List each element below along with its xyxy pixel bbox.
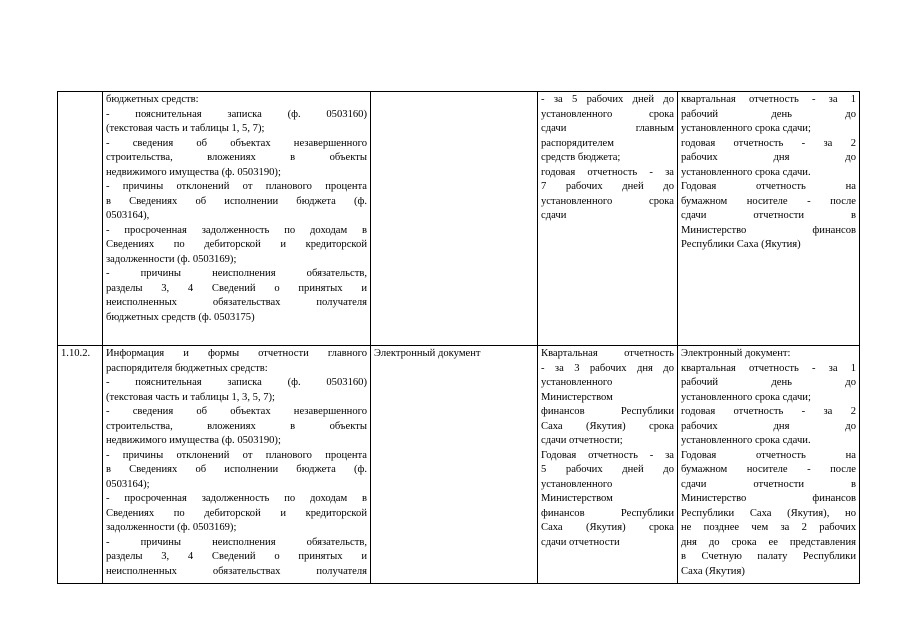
text-line: Саха (Якутия) [681,565,745,577]
text-line: годовая отчетность - за 2 [681,406,856,417]
text-line: в Сведениях об исполнении бюджета (ф. [106,195,367,207]
text-line: 0503164); [106,478,150,490]
text-line: установленного срока сдачи; [681,123,811,134]
text-line: недвижимого имущества (ф. 0503190); [106,435,281,446]
text-line: Министерство финансов [681,493,856,504]
text-line: - причины отклонений от планового процента [106,181,367,192]
document-type-cell [371,92,538,346]
text-line: - пояснительная записка (ф. 0503160) [106,108,367,120]
text-line: - пояснительная записка (ф. 0503160) [106,377,367,388]
text-line: бумажном носителе - после [681,464,856,475]
text-line: - за 5 рабочих дней до [541,94,674,105]
text-line: сдачи отчетности; [541,435,623,446]
text-line: распорядителем [541,137,614,149]
text-line: строительства, вложениях в объекты [106,152,367,163]
text-line: - сведения об объектах незавершенного [106,406,367,417]
text-line: недвижимого имущества (ф. 0503190); [106,166,281,178]
text-line: сдачи главным [541,123,674,134]
text-line: - за 3 рабочих дня до [541,362,674,374]
text-line: Квартальная отчетность [541,348,674,359]
text-line: сдачи отчетности в [681,210,856,221]
text-line: - причины неисполнения обязательств, [106,536,367,548]
text-line: Министерством [541,493,613,504]
text-line: финансов Республики [541,406,674,417]
text-line: неисполненных обязательствах получателя [106,297,367,308]
text-line: задолженности (ф. 0503169); [106,522,237,533]
text-line: Саха (Якутия) срока [541,420,674,432]
text-line: сдачи отчетности в [681,478,856,490]
text-line: установленного [541,478,613,490]
text-line: распорядителя бюджетных средств: [106,362,268,374]
table-row [58,92,860,346]
text-line: бюджетных средств: [106,94,199,105]
text-line: задолженности (ф. 0503169); [106,253,237,265]
text-line: квартальная отчетность - за 1 [681,362,856,374]
text-line: неисполненных обязательствах получателя [106,565,367,577]
text-line: установленного срока сдачи. [681,435,811,446]
forms-list-cell [103,346,371,584]
text-line: рабочий день до [681,377,856,388]
text-line: - просроченная задолженность по доходам в [106,493,367,504]
text-line: установленного срока [541,108,674,120]
text-line: Информация и формы отчетности главного [106,348,367,359]
text-line: установленного [541,377,613,388]
text-line: годовая отчетность - за 2 [681,137,856,149]
text-line: - причины неисполнения обязательств, [106,268,367,279]
report-table [57,91,860,584]
text-line: установленного срока сдачи. [681,166,811,178]
forms-list-cell [103,92,371,346]
text-line: не позднее чем за 2 рабочих [681,522,856,533]
text-line: - сведения об объектах незавершенного [106,137,367,149]
text-line: Министерством [541,391,613,403]
text-line: - просроченная задолженность по доходам в [106,224,367,236]
text-line: Электронный документ [374,348,481,359]
text-line: сдачи [541,210,567,221]
document-type-cell [371,346,538,584]
text-line: разделы 3, 4 Сведений о принятых и [106,282,367,294]
text-line: сдачи отчетности [541,536,620,548]
text-line: - причины отклонений от планового процента [106,449,367,461]
text-line: Министерство финансов [681,224,856,236]
reporting-terms-cell [678,346,860,584]
text-line: финансов Республики [541,507,674,519]
text-line: Сведениях по дебиторской и кредиторской [106,239,367,250]
text-line: бюджетных средств (ф. 0503175) [106,311,255,323]
text-line: Годовая отчетность на [681,449,856,461]
text-line: (текстовая часть и таблицы 1, 5, 7); [106,123,265,134]
text-line: рабочих дня до [681,420,856,432]
table-row [58,346,860,584]
text-line: дня до срока ее представления [681,536,856,548]
row-number-cell: 1.10.2. [58,346,103,584]
text-line: рабочих дня до [681,152,856,163]
text-line: в Сведениях об исполнении бюджета (ф. [106,464,367,475]
text-line: разделы 3, 4 Сведений о принятых и [106,551,367,562]
text-line: Электронный документ: [681,348,791,359]
text-line: 0503164), [106,210,150,221]
text-line: рабочий день до [681,108,856,120]
text-line: в Счетную палату Республики [681,551,856,562]
text-line: установленного срока сдачи; [681,391,811,403]
text-line: Саха (Якутия) срока [541,522,674,533]
submission-deadline-cell [538,92,678,346]
text-line: Сведениях по дебиторской и кредиторской [106,507,367,519]
row-number-cell [58,92,103,346]
text-line: Республики Саха (Якутия) [681,239,801,250]
submission-deadline-cell [538,346,678,584]
text-line: установленного срока [541,195,674,207]
text-line: Годовая отчетность на [681,181,856,192]
text-line: 5 рабочих дней до [541,464,674,475]
text-line: Годовая отчетность - за [541,449,674,461]
text-line: (текстовая часть и таблицы 1, 3, 5, 7); [106,391,276,403]
reporting-terms-cell [678,92,860,346]
text-line: бумажном носителе - после [681,195,856,207]
text-line: Республики Саха (Якутия), но [681,507,856,519]
text-line: строительства, вложениях в объекты [106,420,367,432]
text-line: годовая отчетность - за [541,166,674,178]
text-line: средств бюджета; [541,152,621,163]
text-line: квартальная отчетность - за 1 [681,94,856,105]
text-line: 7 рабочих дней до [541,181,674,192]
